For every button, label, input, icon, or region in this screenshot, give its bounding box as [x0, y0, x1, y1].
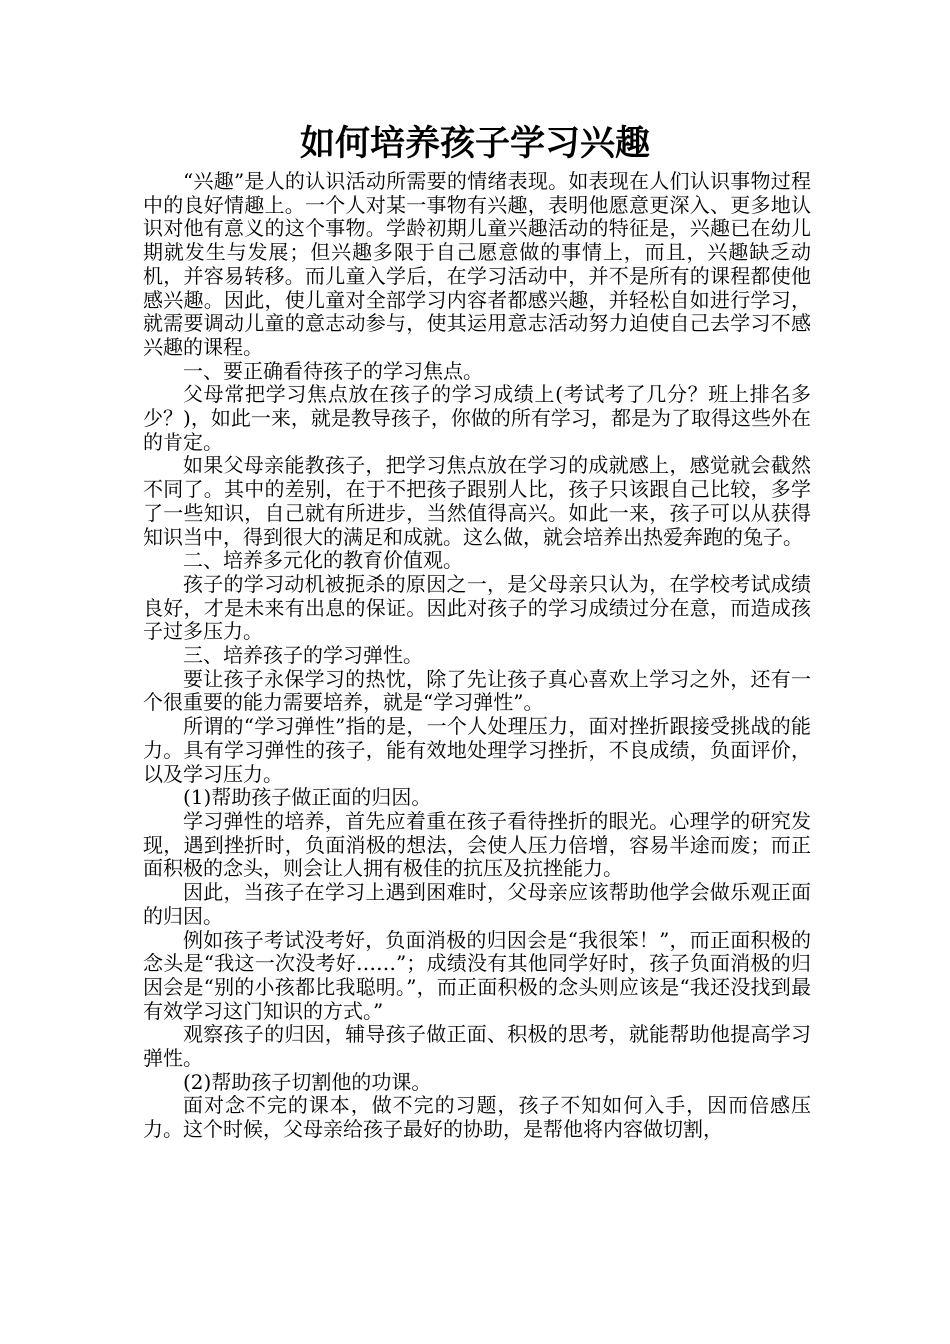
body-paragraph: 孩子的学习动机被扼杀的原因之一，是父母亲只认为，在学校考试成绩良好，才是未来有出息的保证。因此对孩子的学习成绩过分在意，而造成孩子过多压力。: [143, 571, 811, 644]
body-paragraph: 面对念不完的课本，做不完的习题，孩子不知如何入手，因而倍感压力。这个时候，父母亲给孩子最好的协助，是帮他将内容做切割，: [143, 1093, 811, 1142]
subsection-heading-2: (2)帮助孩子切割他的功课。: [183, 1069, 432, 1094]
body-paragraph: 观察孩子的归因，辅导孩子做正面、积极的思考，就能帮助他提高学习弹性。: [143, 1022, 811, 1071]
document-title: 如何培养孩子学习兴趣: [299, 123, 650, 164]
section-heading-3: 三、培养孩子的学习弹性。: [183, 643, 423, 668]
body-paragraph: 所谓的“学习弹性”指的是，一个人处理压力，面对挫折跟接受挑战的能力。具有学习弹性的孩子，能有效地处理学习挫折，不良成绩，负面评价，以及学习压力。: [143, 714, 811, 786]
section-heading-1: 一、要正确看待孩子的学习焦点。: [183, 358, 483, 383]
body-paragraph: 父母常把学习焦点放在孩子的学习成绩上(考试考了几分？班上排名多少？)，如此一来，就是教导孩子，你做的所有学习，都是为了取得这些外在的肯定。: [143, 382, 811, 454]
intro-paragraph: “兴趣”是人的认识活动所需要的情绪表现。如表现在人们认识事物过程中的良好情趣上。一个人对某一事物有兴趣，表明他愿意更深入、更多地认识对他有意义的这个事物。学龄初期儿童兴趣活动的特征是，兴趣已在幼儿期就发生与发展；但兴趣多限于自己愿意做的事情上，而且，兴趣缺乏动机，并容易转移。而儿童入学后，在学习活动中，并不是所有的课程都使他感兴趣。因此，使儿童对全部学习内容者都感兴趣，并轻松自如进行学习，就需要调动儿童的意志动参与，使其运用意志活动努力迫使自己去学习不感兴趣的课程。: [143, 169, 811, 359]
body-paragraph: 因此，当孩子在学习上遇到困难时，父母亲应该帮助他学会做乐观正面的归因。: [143, 880, 811, 928]
subsection-heading-1: (1)帮助孩子做正面的归因。: [183, 785, 432, 810]
section-heading-2: 二、培养多元化的教育价值观。: [183, 548, 463, 573]
body-paragraph: 要让孩子永保学习的热忱，除了先让孩子真心喜欢上学习之外，还有一个很重要的能力需要培养，就是“学习弹性”。: [143, 666, 811, 715]
body-paragraph: 如果父母亲能教孩子，把学习焦点放在学习的成就感上，感觉就会截然不同了。其中的差别，在于不把孩子跟别人比，孩子只该跟自己比较，多学了一些知识，自己就有所进步，当然值得高兴。如此一来，孩子可以从获得知识当中，得到很大的满足和成就。这么做，就会培养出热爱奔跑的兔子。: [143, 453, 811, 549]
document-body: [143, 170, 811, 1142]
body-paragraph: 学习弹性的培养，首先应着重在孩子看待挫折的眼光。心理学的研究发现，遇到挫折时，负面消极的想法，会使人压力倍增，容易半途而废；而正面积极的念头，则会让人拥有极佳的抗压及抗挫能力。: [143, 808, 811, 881]
body-paragraph: 例如孩子考试没考好，负面消极的归因会是“我很笨！”，而正面积极的念头是“我这一次没考好……”；成绩没有其他同学好时，孩子负面消极的归因会是“别的小孩都比我聪明。”，而正面积极的念头则应该是“我还没找到最有效学习这门知识的方式。”: [143, 927, 811, 1023]
